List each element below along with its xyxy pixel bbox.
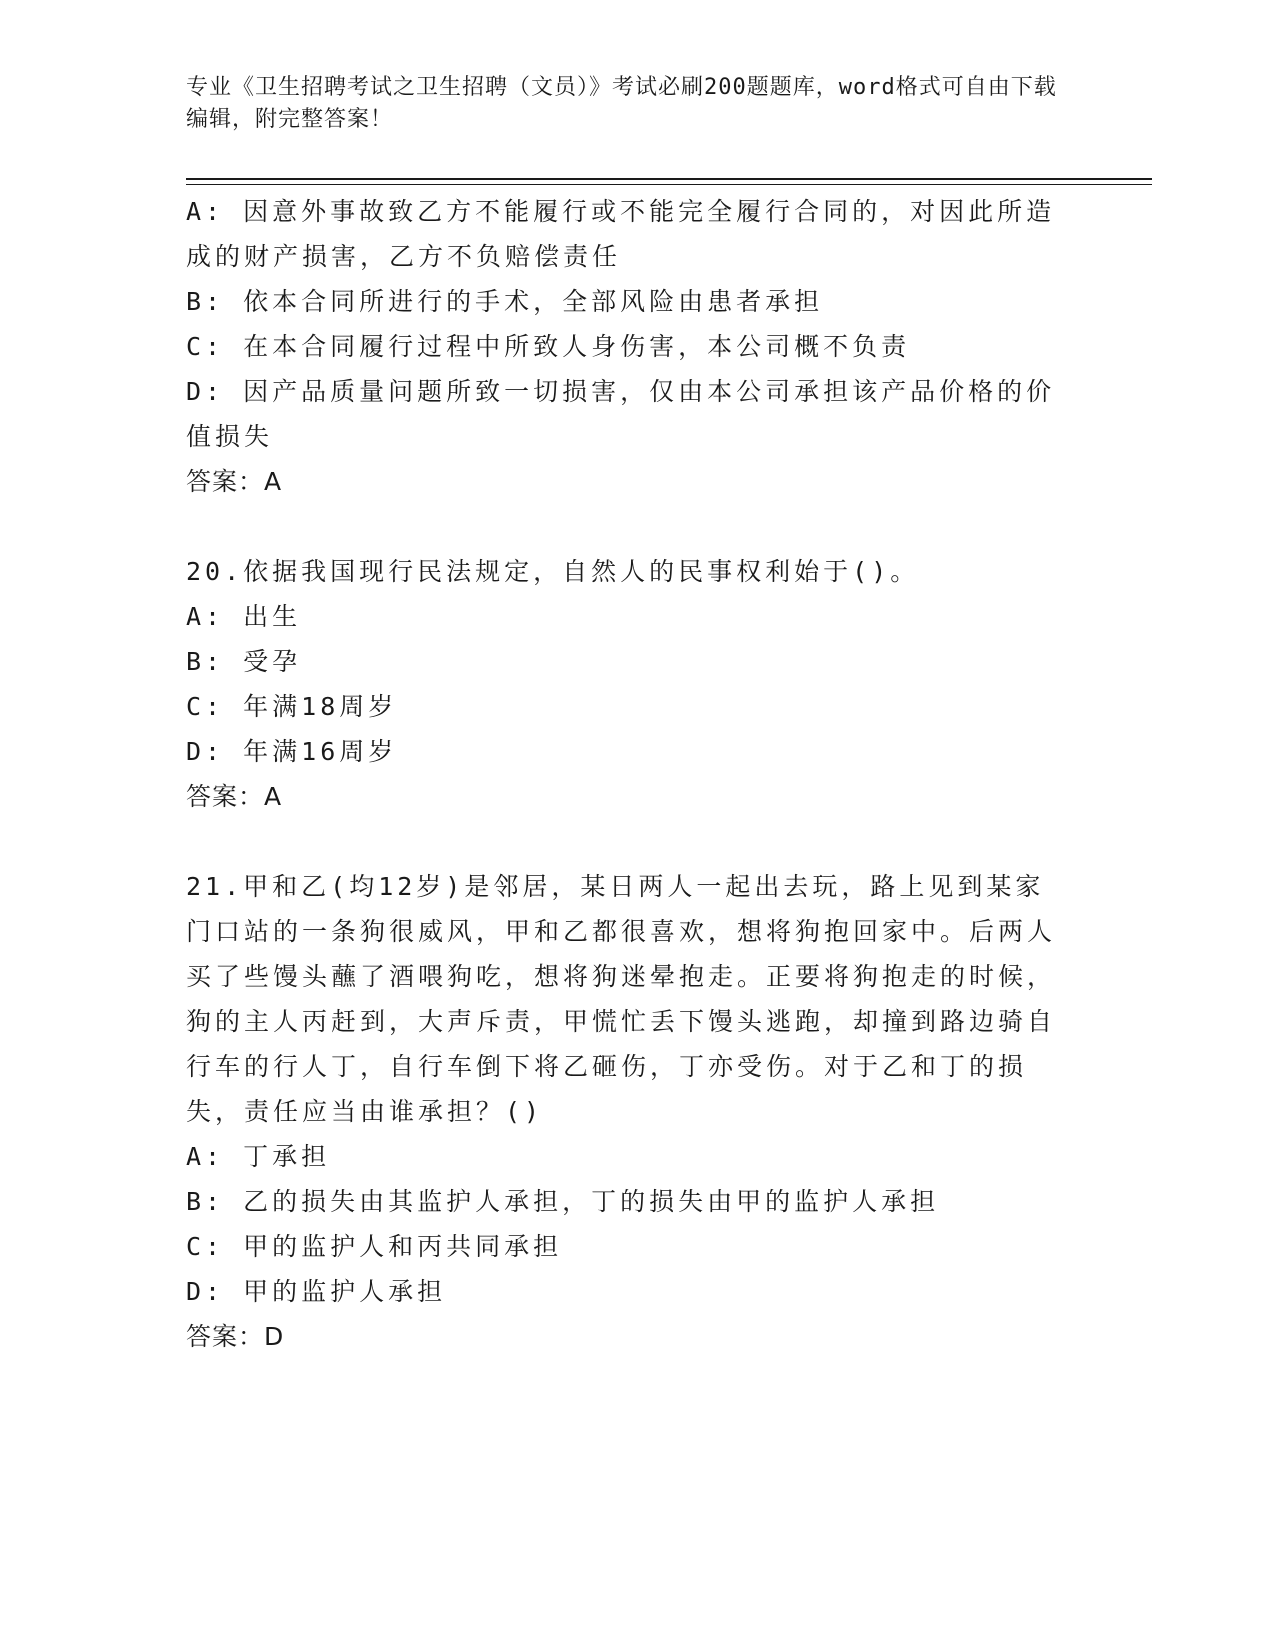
q21-option-a: A: 丁承担 [186, 1142, 331, 1171]
question-19-block [186, 189, 1066, 504]
q20-option-d: D: 年满16周岁 [186, 737, 398, 766]
q21-option-c: C: 甲的监护人和丙共同承担 [186, 1232, 563, 1261]
document-header: 专业《卫生招聘考试之卫生招聘（文员）》考试必刷200题题库，word格式可自由下载编辑，附完整答案！ [186, 75, 1057, 132]
q19-option-d: D: 因产品质量问题所致一切损害，仅由本公司承担该产品价格的价值损失 [186, 377, 1056, 451]
q20-option-c: C: 年满18周岁 [186, 692, 398, 721]
question-20-block [186, 549, 1066, 819]
q20-answer: 答案：A [186, 782, 283, 811]
q19-option-c: C: 在本合同履行过程中所致人身伤害，本公司概不负责 [186, 332, 911, 361]
question-content [186, 189, 1066, 1359]
q21-option-b: B: 乙的损失由其监护人承担，丁的损失由甲的监护人承担 [186, 1187, 940, 1216]
q20-option-b: B: 受孕 [186, 647, 302, 676]
q19-option-a: A: 因意外事故致乙方不能履行或不能完全履行合同的，对因此所造成的财产损害，乙方不负赔偿责任 [186, 197, 1056, 271]
q20-stem: 20.依据我国现行民法规定，自然人的民事权利始于()。 [186, 557, 920, 586]
q21-option-d: D: 甲的监护人承担 [186, 1277, 447, 1306]
q21-answer: 答案：D [186, 1322, 285, 1351]
header-divider-thin [186, 184, 1152, 185]
header-divider-thick [186, 178, 1152, 180]
q21-stem: 21.甲和乙(均12岁)是邻居，某日两人一起出去玩，路上见到某家门口站的一条狗很威风，甲和乙都很喜欢，想将狗抱回家中。后两人买了些馒头蘸了酒喂狗吃，想将狗迷晕抱走。正要将狗抱走的时候，狗的主人丙赶到，大声斥责，甲慌忙丢下馒头逃跑，却撞到路边骑自行车的行人丁，自行车倒下将乙砸伤，丁亦受伤。对于乙和丁的损失，责任应当由谁承担？() [186, 872, 1057, 1126]
q20-option-a: A: 出生 [186, 602, 302, 631]
question-21-block [186, 864, 1066, 1359]
question-spacer [186, 819, 1066, 864]
question-spacer [186, 504, 1066, 549]
q19-answer: 答案：A [186, 467, 283, 496]
q19-option-b: B: 依本合同所进行的手术，全部风险由患者承担 [186, 287, 824, 316]
